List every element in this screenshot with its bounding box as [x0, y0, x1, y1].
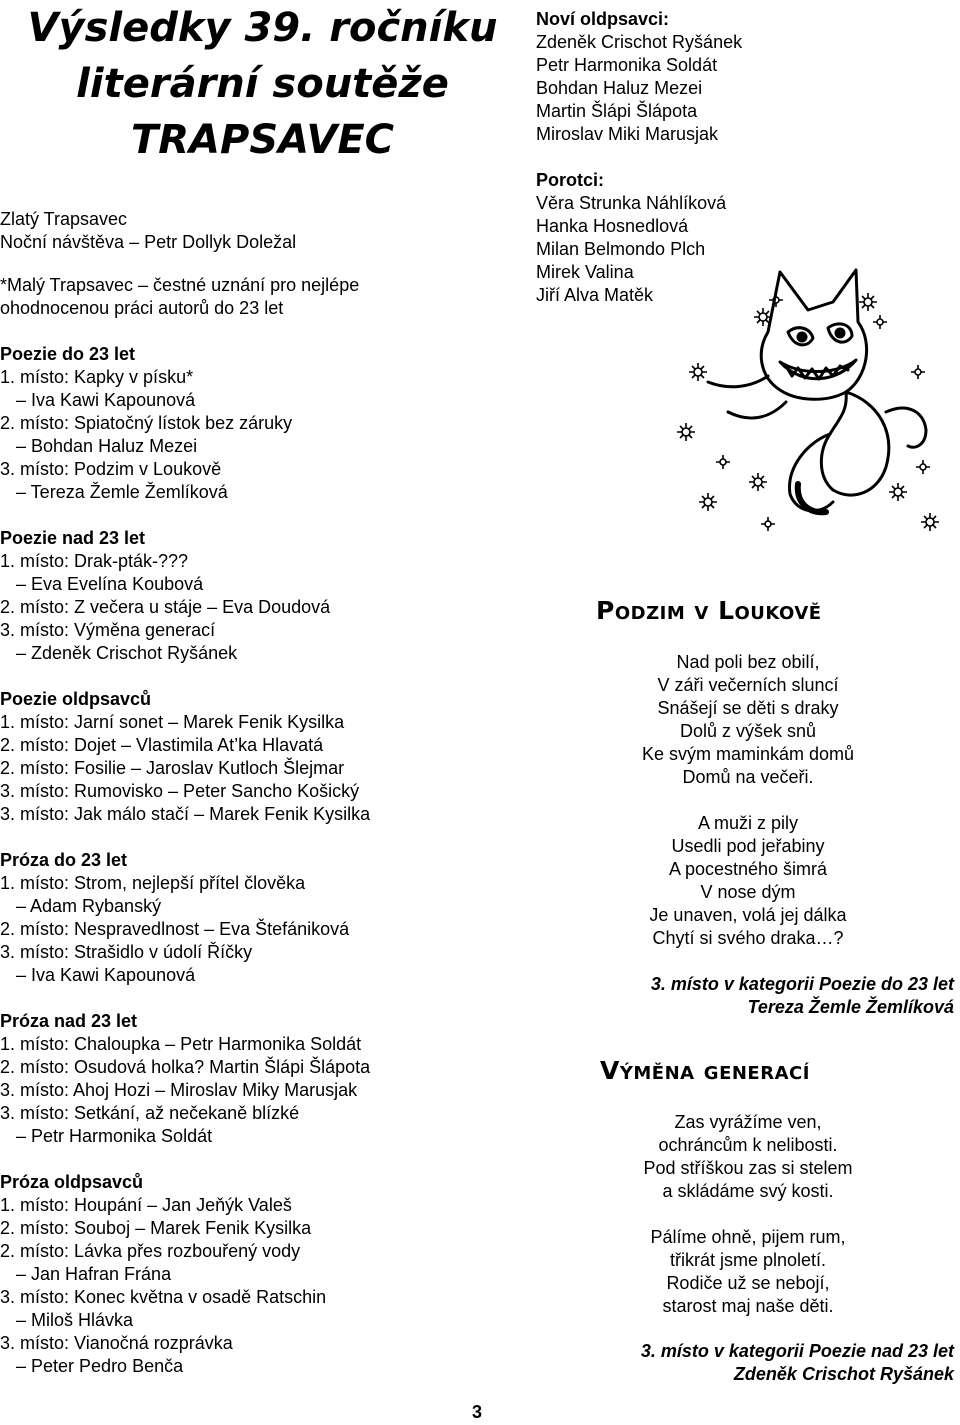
result-author: – Tereza Žemle Žemlíková	[16, 482, 228, 502]
result-entry: 1. místo: Houpání – Jan Jeňýk Valeš	[0, 1195, 292, 1215]
section-heading: Próza do 23 let	[0, 850, 128, 870]
novi-list	[536, 31, 960, 146]
novi-heading: Noví oldpsavci:	[536, 9, 670, 29]
section-proza-nad	[0, 1010, 520, 1148]
result-entry: 1. místo: Drak-pták-???	[0, 551, 189, 571]
poem-line: Pod stříškou zas si stelem	[643, 1158, 853, 1178]
poem-line: Nad poli bez obilí,	[676, 652, 820, 672]
poem2-title: Výměna generací	[600, 1056, 810, 1085]
result-entry: 2. místo: Osudová holka? Martin Šlápi Šlápota	[0, 1057, 371, 1077]
poem1-credit-category: 3. místo v kategorii Poezie do 23 let	[650, 974, 954, 994]
result-author: – Iva Kawi Kapounová	[16, 965, 196, 985]
page-title	[0, 0, 525, 168]
result-entry: 2. místo: Dojet – Vlastimila At’ka Hlavatá	[0, 735, 324, 755]
result-entry: 2. místo: Lávka přes rozbouřený vody	[0, 1241, 301, 1261]
result-entry: 3. místo: Rumovisko – Peter Sancho Košický	[0, 781, 360, 801]
result-entry: 2. místo: Fosilie – Jaroslav Kutloch Šlejmar	[0, 758, 345, 778]
cat-illustration	[668, 262, 948, 544]
section-heading: Poezie nad 23 let	[0, 528, 146, 548]
result-entry: 1. místo: Kapky v písku*	[0, 367, 194, 387]
poem1-credit	[534, 973, 954, 1019]
result-author: – Iva Kawi Kapounová	[16, 390, 196, 410]
poem-line: Dolů z výšek snů	[679, 721, 817, 741]
result-entry: 2. místo: Spiatočný lístok bez záruky	[0, 413, 293, 433]
result-entry: 1. místo: Strom, nejlepší přítel člověka	[0, 873, 306, 893]
poem-line: A pocestného šimrá	[668, 859, 828, 879]
maly-line-2: ohodnocenou práci autorů do 23 let	[0, 298, 284, 318]
result-entry: 1. místo: Chaloupka – Petr Harmonika Soldát	[0, 1034, 362, 1054]
person-name: Bohdan Haluz Mezei	[536, 78, 703, 98]
result-author: – Jan Hafran Frána	[16, 1264, 172, 1284]
poem-line: A muži z pily	[697, 813, 799, 833]
section-poezie-nad	[0, 527, 520, 665]
poem-line: Chytí si svého draka…?	[652, 928, 844, 948]
person-name: Věra Strunka Náhlíková	[536, 193, 727, 213]
person-name: Milan Belmondo Plch	[536, 239, 706, 259]
zlaty-text: Noční návštěva – Petr Dollyk Doležal	[0, 232, 297, 252]
poem-line: třikrát jsme plnoletí.	[669, 1250, 827, 1270]
poem-line: Pálíme ohně, pijem rum,	[650, 1227, 846, 1247]
section-heading: Próza oldpsavců	[0, 1172, 144, 1192]
poem1-credit-author: Tereza Žemle Žemlíková	[747, 997, 954, 1017]
results-column	[0, 208, 520, 1378]
result-entry: 3. místo: Podzim v Loukově	[0, 459, 222, 479]
poem-line: Je unaven, volá jej dálka	[649, 905, 847, 925]
title-line-1: Výsledky 39. ročníku	[27, 5, 498, 51]
section-heading: Poezie do 23 let	[0, 344, 136, 364]
person-name: Zdeněk Crischot Ryšánek	[536, 32, 743, 52]
section-poezie-do	[0, 343, 520, 504]
section-heading: Poezie oldpsavců	[0, 689, 152, 709]
poem2-credit	[534, 1340, 954, 1386]
person-name: Jiří Alva Matěk	[536, 285, 654, 305]
person-name: Hanka Hosnedlová	[536, 216, 689, 236]
result-entry: 2. místo: Nespravedlnost – Eva Štefániková	[0, 919, 350, 939]
result-author: – Adam Rybanský	[16, 896, 162, 916]
result-author: – Bohdan Haluz Mezei	[16, 436, 198, 456]
poem-line: a skládáme svý kosti.	[662, 1181, 834, 1201]
result-entry: 3. místo: Vianočná rozprávka	[0, 1333, 233, 1353]
poem-line: Snášejí se děti s draky	[657, 698, 839, 718]
person-name: Mirek Valina	[536, 262, 634, 282]
result-author: – Petr Harmonika Soldát	[16, 1126, 213, 1146]
result-entry: 3. místo: Konec května v osadě Ratschin	[0, 1287, 327, 1307]
poem1-title: Podzim v Loukově	[596, 596, 822, 625]
person-name: Miroslav Miki Marusjak	[536, 124, 719, 144]
zlaty-heading: Zlatý Trapsavec	[0, 209, 128, 229]
poem2-stanza-1	[578, 1111, 918, 1203]
poem2-credit-category: 3. místo v kategorii Poezie nad 23 let	[640, 1341, 954, 1361]
person-name: Martin Šlápi Šlápota	[536, 101, 698, 121]
poem-line: starost maj naše děti.	[662, 1296, 834, 1316]
poem2-credit-author: Zdeněk Crischot Ryšánek	[733, 1364, 954, 1384]
result-author: – Peter Pedro Benča	[16, 1356, 184, 1376]
poem-line: Ke svým maminkám domů	[641, 744, 855, 764]
result-entry: 2. místo: Z večera u stáje – Eva Doudová	[0, 597, 331, 617]
poem2-body	[578, 1111, 918, 1318]
person-name: Petr Harmonika Soldát	[536, 55, 718, 75]
poem-line: V záři večerních sluncí	[657, 675, 839, 695]
result-entry: 3. místo: Setkání, až nečekaně blízké	[0, 1103, 300, 1123]
title-line-3: TRAPSAVEC	[130, 117, 395, 163]
porotci-heading: Porotci:	[536, 170, 605, 190]
poem1-stanza-1	[578, 651, 918, 789]
section-poezie-oldpsavcu	[0, 688, 520, 826]
poem-line: Zas vyrážíme ven,	[674, 1112, 822, 1132]
result-entry: 1. místo: Jarní sonet – Marek Fenik Kysilka	[0, 712, 345, 732]
result-entry: 3. místo: Jak málo stačí – Marek Fenik Kysilka	[0, 804, 371, 824]
result-author: – Eva Evelína Koubová	[16, 574, 204, 594]
section-proza-oldpsavcu	[0, 1171, 520, 1378]
section-heading: Próza nad 23 let	[0, 1011, 138, 1031]
maly-line-1: *Malý Trapsavec – čestné uznání pro nejlépe	[0, 275, 360, 295]
poem1-body	[578, 651, 918, 950]
poem-line: Domů na večeři.	[682, 767, 814, 787]
result-author: – Zdeněk Crischot Ryšánek	[16, 643, 238, 663]
result-entry: 3. místo: Výměna generací	[0, 620, 216, 640]
poem2-stanza-2	[578, 1226, 918, 1318]
poem-line: Usedli pod jeřabiny	[671, 836, 825, 856]
title-line-2: literární soutěže	[76, 61, 449, 107]
result-entry: 3. místo: Strašidlo v údolí Říčky	[0, 942, 253, 962]
page-number: 3	[472, 1402, 483, 1422]
poem-line: Rodiče už se nebojí,	[666, 1273, 830, 1293]
poem-line: V nose dým	[700, 882, 796, 902]
result-entry: 3. místo: Ahoj Hozi – Miroslav Miky Marusjak	[0, 1080, 358, 1100]
result-author: – Miloš Hlávka	[16, 1310, 134, 1330]
result-entry: 2. místo: Souboj – Marek Fenik Kysilka	[0, 1218, 312, 1238]
poem1-stanza-2	[578, 812, 918, 950]
section-proza-do	[0, 849, 520, 987]
poem-line: ochráncům k nelibosti.	[658, 1135, 838, 1155]
